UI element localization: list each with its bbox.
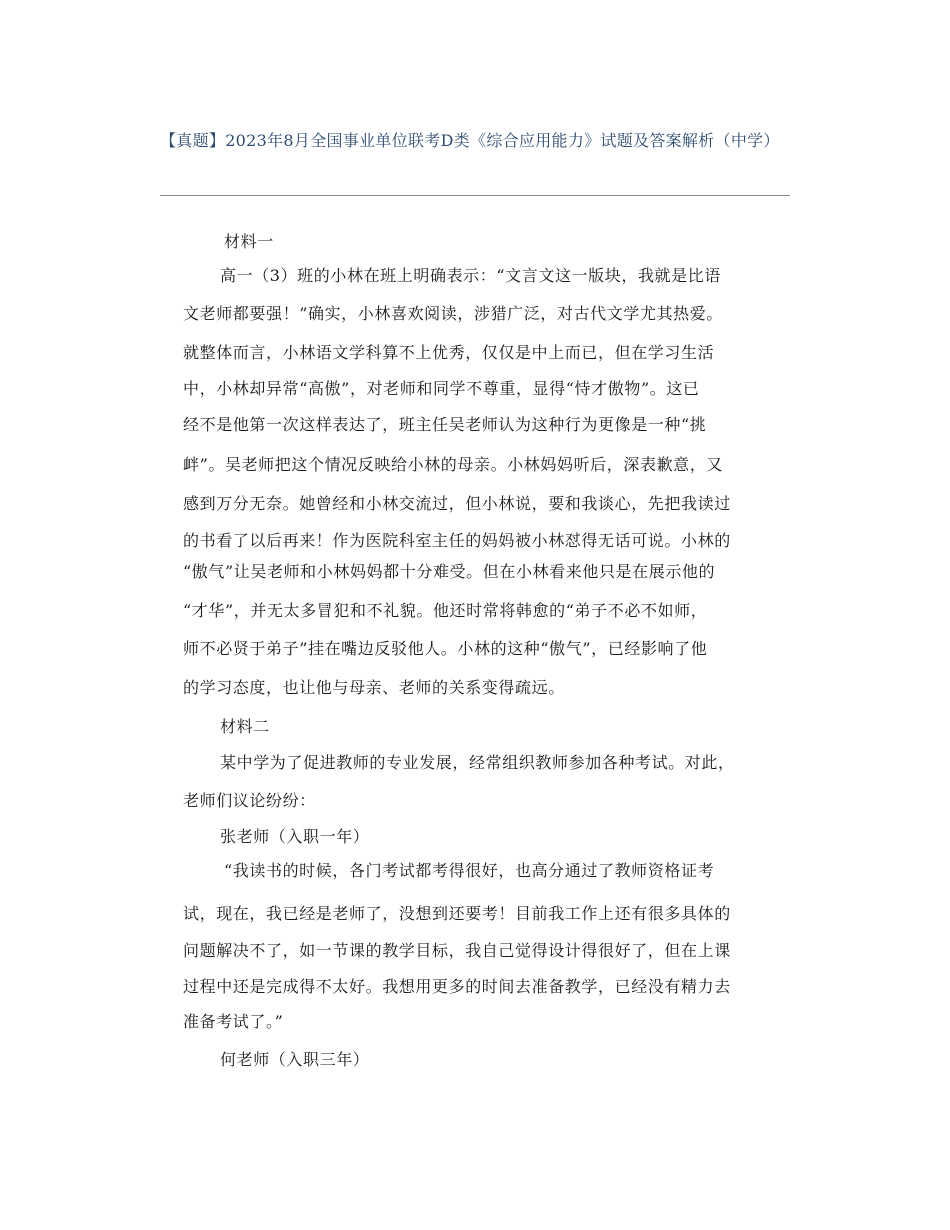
- page-title: 【真题】2023年8月全国事业单位联考D类《综合应用能力》试题及答案解析（中学）: [160, 131, 780, 150]
- quote-line: 过程中还是完成得不太好。我想用更多的时间去准备教学，已经没有精力去: [183, 977, 731, 996]
- paragraph-line: 的书看了以后再来！作为医院科室主任的妈妈被小林怼得无话可说。小林的: [183, 531, 731, 550]
- quote-line: 试，现在，我已经是老师了，没想到还要考！目前我工作上还有很多具体的: [183, 904, 731, 923]
- paragraph-line: 中，小林却异常“高傲”，对老师和同学不尊重，显得“恃才傲物”。这已: [183, 379, 700, 398]
- paragraph-line: 老师们议论纷纷：: [183, 791, 316, 810]
- paragraph-line: 师不必贤于弟子”挂在嘴边反驳他人。小林的这种“傲气”，已经影响了他: [183, 639, 708, 658]
- quote-line: 准备考试了。”: [183, 1012, 284, 1031]
- speaker-heading-he: 何老师（入职三年）: [220, 1050, 370, 1069]
- paragraph-line: 的学习态度，也让他与母亲、老师的关系变得疏远。: [183, 678, 565, 697]
- paragraph-line: 某中学为了促进教师的专业发展，经常组织教师参加各种考试。对此，: [220, 753, 735, 772]
- paragraph-line: 经不是他第一次这样表达了，班主任吴老师认为这种行为更像是一种“挑: [183, 415, 707, 434]
- paragraph-line: “才华”，并无太多冒犯和不礼貌。他还时常将韩愈的“弟子不必不如师，: [183, 601, 708, 620]
- paragraph-line: 文老师都要强！”确实，小林喜欢阅读，涉猎广泛，对古代文学尤其热爱。: [183, 304, 723, 323]
- paragraph-line: 衅”。吴老师把这个情况反映给小林的母亲。小林妈妈听后，深表歉意，又: [183, 455, 723, 474]
- paragraph-line: 感到万分无奈。她曾经和小林交流过，但小林说，要和我谈心，先把我读过: [183, 494, 731, 513]
- paragraph-line: 就整体而言，小林语文学科算不上优秀，仅仅是中上而已，但在学习生活: [183, 343, 715, 362]
- speaker-heading-zhang: 张老师（入职一年）: [220, 827, 370, 846]
- section-heading-material-two: 材料二: [220, 717, 270, 736]
- paragraph-line: “傲气”让吴老师和小林妈妈都十分难受。但在小林看来他只是在展示他的: [183, 562, 716, 581]
- quote-line: 问题解决不了，如一节课的教学目标，我自己觉得设计得很好了，但在上课: [183, 941, 731, 960]
- header-divider: [160, 195, 790, 196]
- quote-line: “我读书的时候，各门考试都考得很好，也高分通过了教师资格证考: [224, 861, 715, 880]
- section-heading-material-one: 材料一: [224, 232, 274, 251]
- paragraph-line: 高一（3）班的小林在班上明确表示：“文言文这一版块，我就是比语: [220, 266, 721, 285]
